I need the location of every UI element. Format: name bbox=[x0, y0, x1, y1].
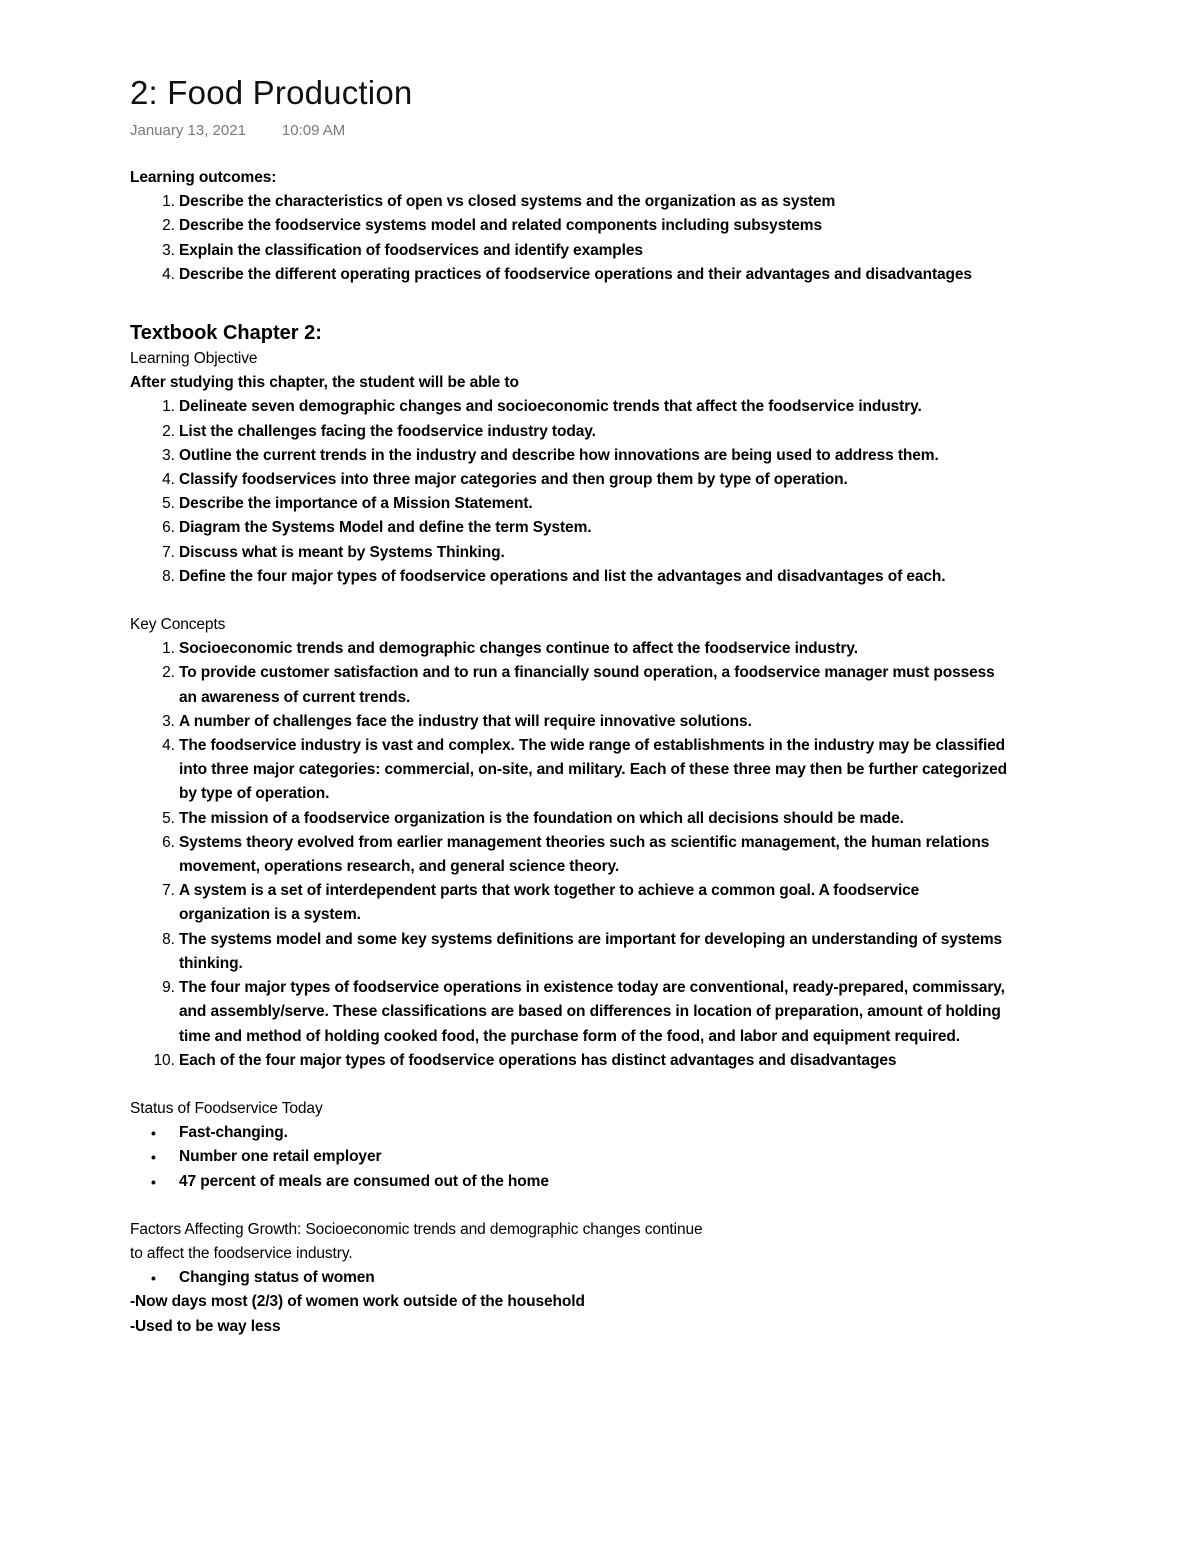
list-item: 1. Describe the characteristics of open vs closed systems and the organization as as system bbox=[179, 190, 1010, 214]
textbook-intro: After studying this chapter, the student will be able to bbox=[130, 374, 519, 392]
page-date: January 13, 2021 bbox=[130, 122, 246, 139]
learning-outcomes-heading: Learning outcomes: bbox=[130, 169, 277, 186]
factors-section bbox=[130, 1218, 1010, 1339]
list-item: 1. Delineate seven demographic changes and socioeconomic trends that affect the foodservice industry. bbox=[179, 395, 1010, 419]
textbook-section bbox=[130, 319, 1010, 589]
textbook-objectives-list bbox=[130, 395, 1010, 589]
list-item: 6. Systems theory evolved from earlier management theories such as scientific management, the human relations movement, operations research, and general science theory. bbox=[179, 831, 1010, 879]
status-heading: Status of Foodservice Today bbox=[130, 1099, 323, 1117]
list-item: 8. The systems model and some key systems definitions are important for developing an understanding of systems thinking. bbox=[179, 928, 1010, 976]
list-item: 3. A number of challenges face the industry that will require innovative solutions. bbox=[179, 710, 1010, 734]
list-item: 4. The foodservice industry is vast and complex. The wide range of establishments in the industry may be classified into three major categories: commercial, on-site, and military. Each of these three may then be further categorized by type of operation. bbox=[179, 734, 1010, 807]
textbook-heading: Textbook Chapter 2: bbox=[130, 322, 322, 345]
list-item: • 47 percent of meals are consumed out of the home bbox=[179, 1170, 1010, 1194]
factors-heading bbox=[130, 1218, 1010, 1266]
factors-heading-line: Factors Affecting Growth: Socioeconomic trends and demographic changes continue bbox=[130, 1220, 703, 1238]
list-item: • Changing status of women bbox=[179, 1266, 1010, 1290]
status-list bbox=[130, 1121, 1010, 1194]
list-item: 2. List the challenges facing the foodservice industry today. bbox=[179, 420, 1010, 444]
status-section bbox=[130, 1097, 1010, 1194]
list-item: 2. Describe the foodservice systems model and related components including subsystems bbox=[179, 214, 1010, 238]
list-item: 1. Socioeconomic trends and demographic changes continue to affect the foodservice industry. bbox=[179, 637, 1010, 661]
learning-outcomes-list bbox=[130, 190, 1010, 287]
list-item: 7. Discuss what is meant by Systems Thinking. bbox=[179, 541, 1010, 565]
list-item: 9. The four major types of foodservice operations in existence today are conventional, ready-prepared, commissary, and assembly/serve. These classifications are based on differences in location of preparation, amount of holding time and method of holding cooked food, the purchase form of the food, and labor and equipment required. bbox=[179, 976, 1010, 1049]
key-concepts-list bbox=[130, 637, 1010, 1073]
learning-outcomes-section bbox=[130, 166, 1010, 287]
list-item: 8. Define the four major types of foodservice operations and list the advantages and disadvantages of each. bbox=[179, 565, 1010, 589]
list-item: • Number one retail employer bbox=[179, 1145, 1010, 1169]
factors-list bbox=[130, 1266, 1010, 1290]
list-item: 6. Diagram the Systems Model and define the term System. bbox=[179, 516, 1010, 540]
page-title: 2: Food Production bbox=[130, 74, 413, 111]
list-item: 5. The mission of a foodservice organization is the foundation on which all decisions should be made. bbox=[179, 807, 1010, 831]
list-item: 7. A system is a set of interdependent parts that work together to achieve a common goal. A foodservice organization is a system. bbox=[179, 879, 1010, 927]
list-item: 2. To provide customer satisfaction and to run a financially sound operation, a foodservice manager must possess an awareness of current trends. bbox=[179, 661, 1010, 709]
key-concepts-heading: Key Concepts bbox=[130, 616, 226, 634]
page-meta bbox=[130, 120, 1010, 142]
page-time: 10:09 AM bbox=[281, 122, 346, 139]
factors-note: -Used to be way less bbox=[130, 1317, 281, 1335]
list-item: 5. Describe the importance of a Mission Statement. bbox=[179, 492, 1010, 516]
learning-objective-label: Learning Objective bbox=[130, 350, 258, 368]
list-item: 3. Outline the current trends in the industry and describe how innovations are being used to address them. bbox=[179, 444, 1010, 468]
list-item: 4. Describe the different operating practices of foodservice operations and their advantages and disadvantages bbox=[179, 263, 1010, 287]
factors-note: -Now days most (2/3) of women work outside of the household bbox=[130, 1293, 585, 1311]
list-item: 4. Classify foodservices into three major categories and then group them by type of operation. bbox=[179, 468, 1010, 492]
document-page bbox=[130, 72, 1010, 1339]
list-item: 10. Each of the four major types of foodservice operations has distinct advantages and disadvantages bbox=[179, 1049, 1010, 1073]
list-item: 3. Explain the classification of foodservices and identify examples bbox=[179, 239, 1010, 263]
key-concepts-section bbox=[130, 613, 1010, 1073]
factors-heading-line: to affect the foodservice industry. bbox=[130, 1244, 353, 1262]
list-item: • Fast-changing. bbox=[179, 1121, 1010, 1145]
